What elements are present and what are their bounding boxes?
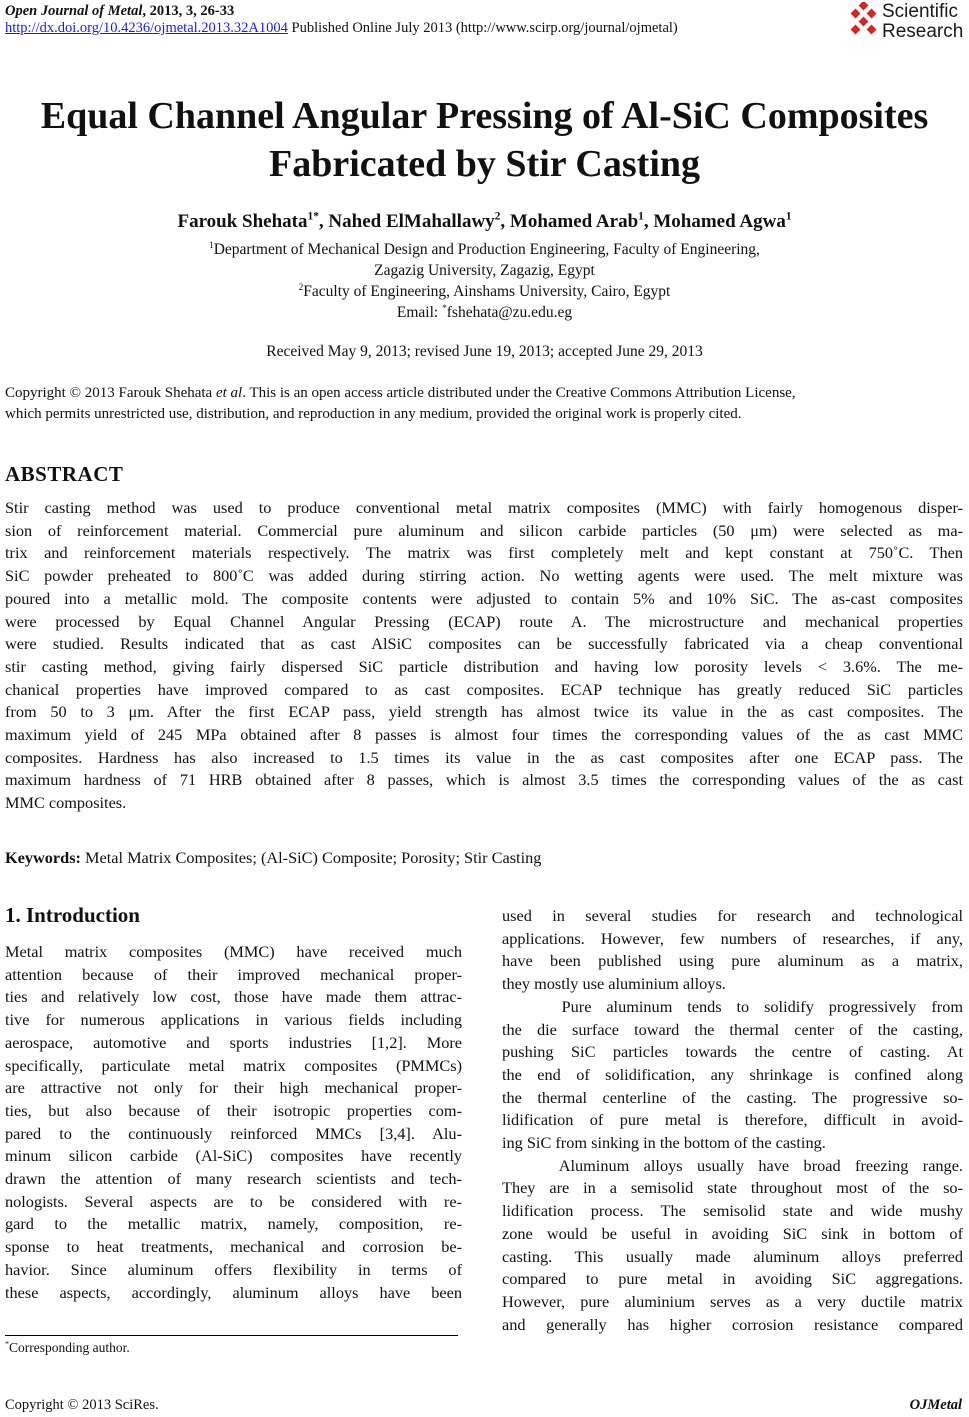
body-line: casting. This usually made aluminum alloys preferred [502, 1246, 963, 1266]
footnote-text: Corresponding author. [9, 1340, 130, 1355]
logo-text-research: Research [882, 21, 964, 42]
abstract-line: SiC powder preheated to 800˚C was added during stirring action. No wetting agents were used. The melt mixture was [5, 566, 963, 586]
copyright-text: . This is an open access article distributed under the Creative Commons Attribution License, [242, 385, 796, 401]
body-line: drawn the attention of many research scientists and tech- [5, 1169, 462, 1189]
abstract-line: maximum hardness of 71 HRB obtained after 8 passes, which is almost 3.5 times the corresponding values of the as cast [5, 770, 963, 790]
abstract-line: Stir casting method was used to produce conventional metal matrix composites (MMC) with fairly homogenous disper- [5, 498, 963, 517]
title-line-2: Fabricated by Stir Casting [268, 143, 701, 185]
body-line: they mostly use aluminium alloys. [502, 974, 726, 994]
author-name: , Mohamed Arab [500, 211, 639, 232]
body-line: attention because of their improved mechanical proper- [5, 964, 462, 984]
author-affiliation-mark: 2 [494, 210, 501, 223]
body-line: lidification of pure metal is therefore, difficult in avoid- [502, 1110, 963, 1130]
journal-name: Open Journal of Metal [5, 3, 143, 19]
copyright-text-line-2: which permits unrestricted use, distribution, and reproduction in any medium, provided the original work is properly cited. [5, 406, 742, 422]
abstract-line: poured into a metallic mold. The composite contents were adjusted to contain 5% and 10% SiC. The as-cast composites [5, 588, 963, 608]
body-line: Aluminum alloys usually have broad freezing range. [502, 1155, 963, 1175]
body-line: aerospace, automotive and sports industries [1,2]. More [5, 1032, 462, 1052]
author-list [0, 211, 969, 233]
footer-copyright: Copyright © 2013 SciRes. [5, 1397, 159, 1413]
body-line: ties, but also because of their isotropic properties com- [5, 1100, 462, 1120]
author-affiliation-mark: 1* [307, 210, 319, 223]
body-line: ties and relatively low cost, those have made them attrac- [5, 987, 462, 1007]
affiliation-mark: 2 [298, 282, 304, 293]
body-line: They are in a semisolid state throughout most of the so- [502, 1178, 963, 1198]
footnote [5, 1340, 130, 1356]
email-address[interactable]: fshehata@zu.edu.eg [446, 304, 573, 321]
email-mark: * [442, 303, 447, 314]
body-line: and generally has higher corrosion resistance compared [502, 1314, 963, 1334]
left-column-text [5, 941, 462, 1304]
body-line: havior. Since aluminum offers flexibility in terms of [5, 1259, 462, 1279]
abstract-line: were studied. Results indicated that as cast AlSiC composites can be successfully fabricated via a cheap conventional [5, 634, 963, 654]
logo-text-scientific: Scientific [882, 1, 959, 22]
copyright-text: Copyright © 2013 Farouk Shehata [5, 385, 216, 401]
abstract-line: MMC composites. [5, 793, 127, 813]
received-dates: Received May 9, 2013; revised June 19, 2013; accepted June 29, 2013 [266, 343, 703, 360]
body-line: specifically, particulate metal matrix composites (PMMCs) [5, 1055, 462, 1075]
right-column-text [502, 905, 963, 1336]
abstract-line: from 50 to 3 μm. After the first ECAP pass, yield strength has almost twice its value in the as cast composites. The [5, 702, 963, 722]
footnote-divider [5, 1335, 458, 1336]
keywords [5, 848, 541, 868]
body-line: ing SiC from sinking in the bottom of the casting. [502, 1133, 826, 1153]
body-line: gard to the metallic matrix, namely, composition, re- [5, 1214, 462, 1234]
keywords-list: Metal Matrix Composites; (Al-SiC) Composite; Porosity; Stir Casting [80, 848, 542, 867]
author-name: Farouk Shehata [177, 211, 308, 232]
abstract-line: chanical properties have improved compared to as cast composites. ECAP technique has greatly reduced SiC particles [5, 679, 963, 699]
abstract-line: composites. Hardness has also increased to 1.5 times its value in the as cast composites after one ECAP pass. The [5, 747, 963, 767]
body-line: However, pure aluminium serves as a very ductile matrix [502, 1291, 963, 1311]
author-name: , Mohamed Agwa [643, 211, 786, 232]
body-line: sponse to heat treatments, mechanical and corrosion be- [5, 1237, 462, 1257]
journal-citation [5, 2, 234, 20]
body-line: applications. However, few numbers of researches, if any, [502, 928, 963, 948]
email-label: Email: [396, 304, 443, 321]
affiliation-mark: 1 [209, 240, 214, 251]
affiliation-text: Department of Mechanical Design and Production Engineering, Faculty of Engineering, [213, 241, 760, 258]
section-heading: 1. Introduction [5, 903, 140, 927]
abstract-body [5, 497, 963, 815]
published-note: Published Online July 2013 (http://www.scirp.org/journal/ojmetal) [287, 20, 678, 36]
body-line: these aspects, accordingly, aluminum alloys have been [5, 1282, 462, 1302]
body-line: used in several studies for research and technological [502, 906, 963, 925]
body-line: minum silicon carbide (Al-SiC) composites have recently [5, 1146, 462, 1166]
body-line: compared to pure metal in avoiding SiC aggregations. [502, 1269, 963, 1289]
body-line: zone would be useful in avoiding SiC sink in bottom of [502, 1223, 963, 1243]
body-line: Pure aluminum tends to solidify progressively from [502, 996, 963, 1016]
corresponding-email [0, 302, 969, 323]
body-line: pushing SiC particles towards the centre of casting. At [502, 1042, 963, 1062]
body-line: have been published using pure aluminum as a matrix, [502, 951, 963, 971]
body-line: pared to the continuously reinforced MMCs [3,4]. Alu- [5, 1123, 462, 1143]
abstract-line: maximum yield of 245 MPa obtained after 8 passes is almost four times the corresponding values of the as cast MMC [5, 725, 963, 745]
footnote-mark: * [5, 1339, 10, 1349]
author-affiliation-mark: 1 [785, 210, 792, 223]
body-line: the die surface toward the thermal center of the casting, [502, 1019, 963, 1039]
body-line: the end of solidification, any shrinkage is confined along [502, 1064, 963, 1084]
body-line: tive for numerous applications in various fields including [5, 1010, 462, 1030]
body-line: nologists. Several aspects are to be considered with re- [5, 1191, 462, 1211]
abstract-line: were processed by Equal Channel Angular Pressing (ECAP) route A. The microstructure and mechanical properties [5, 611, 963, 631]
copyright-notice [5, 383, 963, 425]
keywords-label: Keywords: [5, 848, 81, 867]
body-line: Metal matrix composites (MMC) have received much [5, 942, 462, 961]
scientific-research-logo [848, 2, 968, 42]
affiliation-2 [0, 281, 969, 302]
author-affiliation-mark: 1 [638, 210, 644, 223]
footer-journal-abbrev: OJMetal [909, 1397, 962, 1413]
abstract-line: trix and reinforcement materials respectively. The matrix was first completely melt and kept constant at 750˚C. Then [5, 543, 963, 563]
doi-link[interactable]: http://dx.doi.org/10.4236/ojmetal.2013.32A1004 [5, 20, 288, 36]
body-line: lidification process. The semisolid state and wide mushy [502, 1201, 963, 1221]
journal-volume: , 2013, 3, 26-33 [142, 3, 235, 19]
doi-line [5, 19, 678, 37]
copyright-etal: et al [215, 385, 243, 401]
affiliation-1-city: Zagazig University, Zagazig, Egypt [374, 262, 595, 279]
abstract-line: stir casting method, giving fairly dispersed SiC particle distribution and having low porosity levels < 3.6%. The me- [5, 656, 963, 676]
abstract-heading: ABSTRACT [5, 462, 124, 486]
logo-mark-icon [848, 2, 880, 40]
body-line: the thermal centerline of the casting. The progressive so- [502, 1087, 963, 1107]
author-name: , Nahed ElMahallawy [318, 211, 495, 232]
affiliation-1 [0, 239, 969, 260]
abstract-line: sion of reinforcement material. Commercial pure aluminum and silicon carbide particles (50 μm) were selected as ma- [5, 520, 963, 540]
body-line: are attractive not only for their high mechanical proper- [5, 1078, 462, 1098]
title-line-1: Equal Channel Angular Pressing of Al-SiC Composites [40, 95, 929, 137]
paper-title [0, 92, 969, 188]
affiliation-text: Faculty of Engineering, Ainshams University, Cairo, Egypt [303, 283, 671, 300]
